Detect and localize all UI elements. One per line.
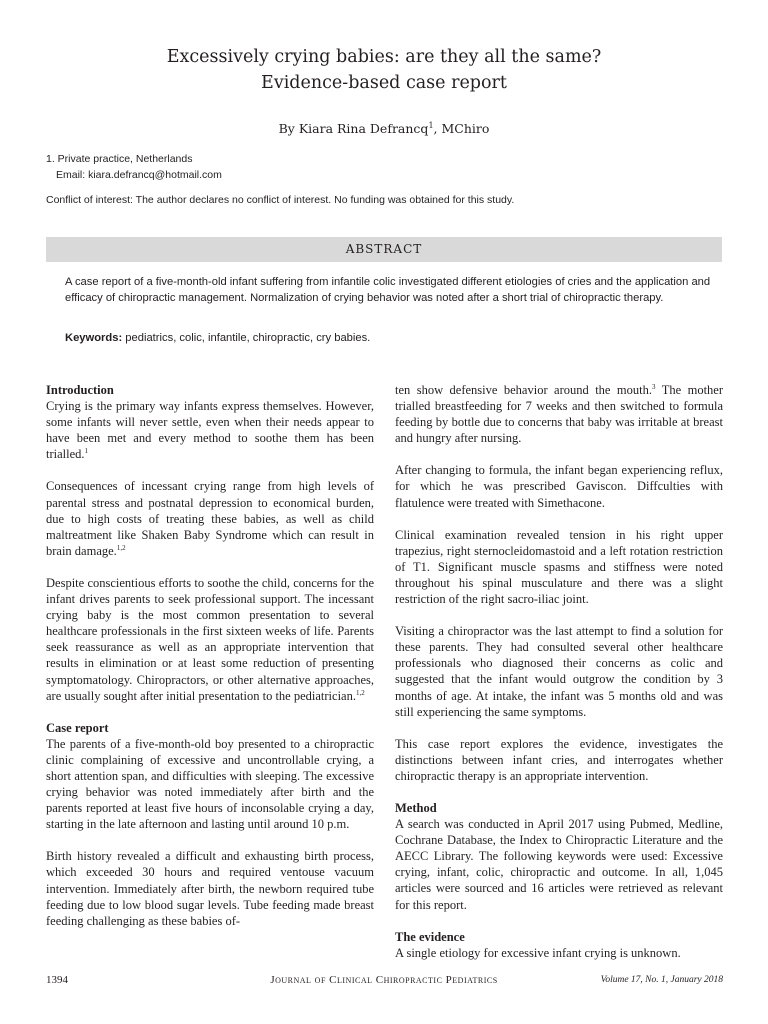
section-heading-introduction: Introduction <box>46 383 114 397</box>
keywords-label: Keywords: <box>65 332 123 344</box>
keywords-list: pediatrics, colic, infantile, chiropractic, cry babies. <box>122 332 371 344</box>
right-column <box>395 382 723 961</box>
paragraph: Visiting a chiropractor was the last attempt to find a solution for these parents. They had consulted several other healthcare professionals who diagnosed their concerns as colic and suggested that the infant would outgrow the condition by 3 months of age. At intake, the infant was 5 months old and was still experiencing the same symptoms. <box>395 624 723 719</box>
affiliation-block <box>46 151 222 183</box>
paragraph: After changing to formula, the infant began experiencing reflux, for which he was prescribed Gaviscon. Diffculties with flatulence were treated with Simethacone. <box>395 463 723 510</box>
title-line-1: Excessively crying babies: are they all the same? <box>166 47 602 67</box>
author-email: Email: kiara.defrancq@hotmail.com <box>56 169 222 181</box>
article-title <box>0 44 768 96</box>
section-heading-case-report: Case report <box>46 720 109 735</box>
paragraph-text: Crying is the primary way infants express themselves. However, some infants will never settle, even when their needs appear to have been met and every method to soothe them has been trialled. <box>46 399 374 462</box>
paragraph-text: ten show defensive behavior around the mouth. <box>395 383 652 397</box>
author-degree: , MChiro <box>433 121 490 137</box>
paragraph: A single etiology for excessive infant crying is unknown. <box>395 945 681 960</box>
section-heading-method: Method <box>395 800 437 815</box>
affiliation-marker: 1 <box>428 121 434 130</box>
keywords <box>65 332 715 344</box>
author-byline <box>0 121 768 136</box>
abstract-heading: ABSTRACT <box>46 237 722 262</box>
conflict-statement: Conflict of interest: The author declares no conflict of interest. No funding was obtained for this study. <box>46 194 515 206</box>
citation: 1,2 <box>355 688 365 697</box>
page-number: 1394 <box>46 974 68 986</box>
affiliation: 1. Private practice, Netherlands <box>46 153 193 165</box>
left-column <box>46 382 374 929</box>
paragraph-text: The mother trialled breastfeeding for 7 weeks and then switched to formula feeding by bottle due to concerns that baby was irritable at breast and hungry after nursing. <box>395 383 723 446</box>
citation: 1 <box>84 447 89 456</box>
paragraph <box>46 478 374 558</box>
paragraph-text: Consequences of incessant crying range from high levels of parental stress and postnatal depression to economical burden, due to high costs of treating these babies, as well as child maltreatment like Shaken Baby Syndrome which can result in brain damage. <box>46 479 374 558</box>
paragraph-text: Despite conscientious efforts to soothe the child, concerns for the infant drives parents to seek professional support. The incessant crying baby is the most common presentation to several healthcare professionals in the first sixteen weeks of life. Parents seek reassurance as well as an appropriate intervention that results in elimination or at least some reduction of presenting symptomatology. Chiropractors, or other alternative approaches, are usually sought after initial presentation to the pediatrician. <box>46 575 374 703</box>
citation: 1,2 <box>116 543 126 552</box>
paragraph: This case report explores the evidence, investigates the distinctions between infant cries, and interrogates whether chiropractic therapy is an appropriate intervention. <box>395 736 723 783</box>
volume-info: Volume 17, No. 1, January 2018 <box>600 975 723 985</box>
paragraph: Birth history revealed a difficult and exhausting birth process, which exceeded 30 hours and required ventouse vacuum intervention. Immediately after birth, the newborn required tube feeding due to low blood sugar levels. Tube feeding made breast feeding challenging as these babies of- <box>46 849 374 928</box>
title-line-2: Evidence-based case report <box>261 73 507 93</box>
section-heading-evidence: The evidence <box>395 929 465 944</box>
paragraph <box>46 575 374 704</box>
paragraph: Clinical examination revealed tension in his right upper trapezius, right sternocleidomastoid and a left rotation restriction of T1. Significant muscle spasms and stiffness were noted throughout his spinal musculature and there was a slight restriction of the right sacro-iliac joint. <box>395 527 723 607</box>
journal-name: Journal of Clinical Chiropractic Pediatrics <box>270 974 498 986</box>
abstract-text: A case report of a five-month-old infant suffering from infantile colic investigated different etiologies of cries and the application and efficacy of chiropractic management. Normalization of crying behavior was noted after a short trial of chiropractic therapy. <box>65 276 711 304</box>
author-name: By Kiara Rina Defrancq <box>278 121 429 137</box>
paragraph <box>46 398 374 462</box>
paragraph: A search was conducted in April 2017 using Pubmed, Medline, Cochrane Database, the Index to Chiropractic Literature and the AECC Library. The following keywords were used: Excessive crying, infant, colic, chiropractic and outcome. In all, 1,045 articles were sourced and 16 articles were retrieved as relevant for this report. <box>395 817 723 912</box>
paragraph <box>395 382 723 446</box>
citation: 3 <box>652 382 656 391</box>
paragraph: The parents of a five-month-old boy presented to a chiropractic clinic complaining of excessive and uncontrollable crying, a short attention span, and difficulties with sleeping. The excessive crying behavior was noted immediately after birth and the parents reported at least five hours of inconsolable crying a day, starting in the late afternoon and lasting until around 10 p.m. <box>46 736 374 832</box>
